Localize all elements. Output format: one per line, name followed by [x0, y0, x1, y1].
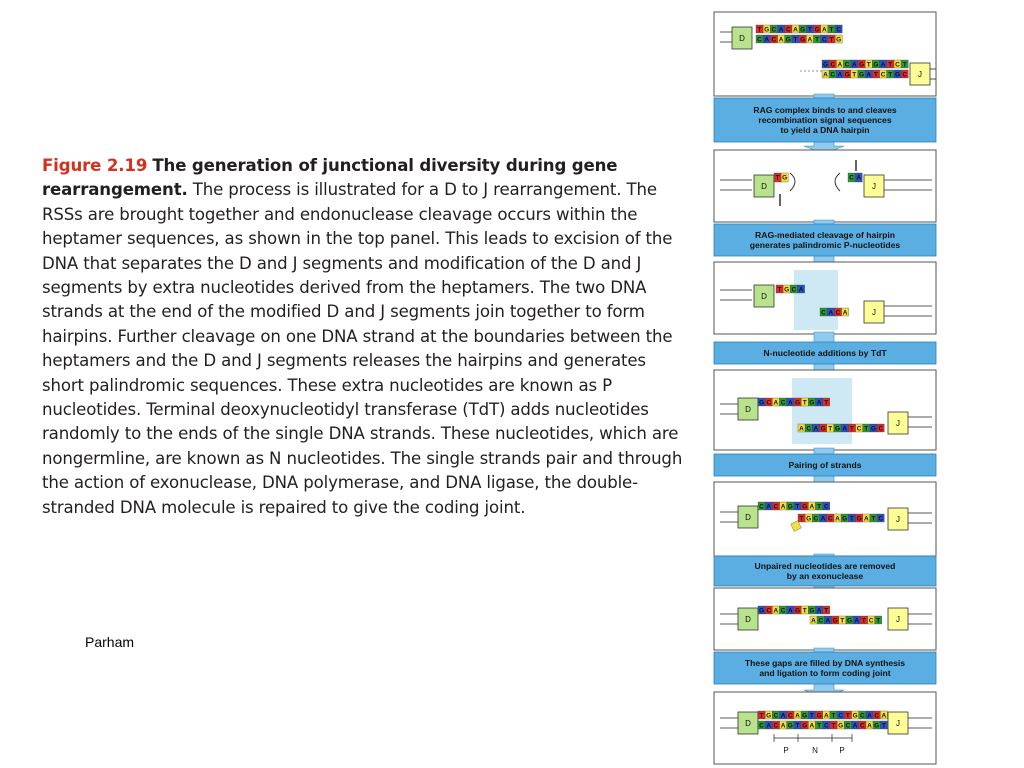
n-d-letter: G [794, 399, 801, 407]
joint-lower-letter: C [823, 722, 829, 730]
trim-d-letter: G [758, 607, 765, 615]
panel0-top-upper-letter: G [800, 26, 806, 34]
pair-j-letter: A [863, 515, 869, 523]
joint-upper-letter: C [859, 712, 865, 720]
n-j-letter: C [806, 425, 812, 433]
junction-highlight [792, 378, 852, 444]
n-d-letter: A [787, 399, 793, 407]
step-text-0: to yield a DNA hairpin [780, 125, 870, 135]
pair-j-letter: T [849, 515, 854, 523]
pair-d-letter: A [780, 503, 786, 511]
pair-d-letter: G [802, 503, 808, 511]
diagram-canvas [712, 8, 942, 766]
panel0-top-upper-letter: C [836, 26, 842, 34]
j-segment-label: J [918, 70, 922, 79]
n-j-letter: G [870, 425, 877, 433]
trim-d-letter: T [824, 607, 829, 615]
joint-upper-letter: C [838, 712, 844, 720]
joint-upper-letter: G [852, 712, 858, 720]
caption-body: The process is illustrated for a D to J rearrangement. The RSSs are brought together and endonuclease cleavage occurs within the heptamer sequences, as shown in the top panel. This leads to excision of the DNA that separates the D and J segments and modification of the D and J segments by extra nucleotides derived from the heptamers. The two DNA strands at the end of the modified D and J segments join together to form hairpins. Further cleavage on one DNA strand at the boundaries between the heptamers and the D and J segments releases the hairpins and generates short palindromic sequences. These extra nucleotides are known as P nucleotides. Terminal deoxynucleotidyl transferase (TdT) adds nucleotides randomly to the ends of the single DNA strands. These nucleotides, which are nongermline, are known as N nucleotides. The single strands pair and through the action of exonuclease, DNA polymerase, and DNA ligase, the double-stranded DNA molecule is repaired to give the coding joint. [42, 180, 683, 517]
joint-lower-letter: A [780, 722, 786, 730]
p-j-letter: A [842, 309, 848, 317]
caption-paragraph [26, 148, 694, 520]
joint-lower-letter: G [838, 722, 844, 730]
joint-upper-letter: A [881, 712, 887, 720]
pair-j-letter: G [856, 515, 862, 523]
joint-lower-letter: C [845, 722, 851, 730]
pair-j-letter: C [813, 515, 819, 523]
joint-upper-letter: T [831, 712, 836, 720]
panel0-top-lower-letter: T [815, 36, 820, 44]
j-segment-label: J [896, 615, 900, 624]
step-text-0: recombination signal sequences [758, 115, 892, 125]
n-j-letter: C [878, 425, 884, 433]
panel0-bottom-upper-letter: G [873, 61, 879, 69]
joint-lower-letter: T [817, 722, 822, 730]
panel0-bottom-upper-letter: C [895, 61, 900, 69]
pair-d-letter: C [759, 503, 764, 511]
panel0-bottom-upper-letter: T [902, 61, 907, 69]
panel0-top-upper-letter: T [829, 26, 834, 34]
panel0-top-lower-letter: G [836, 36, 842, 44]
n-j-letter: T [864, 425, 869, 433]
panel0-top-lower-letter: C [821, 36, 827, 44]
panel0-top-upper-letter: T [757, 26, 762, 34]
j-segment-label: J [872, 182, 876, 191]
joint-lower-letter: T [795, 722, 800, 730]
joint-upper-letter: T [759, 712, 764, 720]
joint-upper-letter: C [874, 712, 880, 720]
joint-upper-letter: G [802, 712, 808, 720]
d-segment-label: D [739, 34, 745, 43]
panel0-bottom-lower-letter: G [894, 71, 901, 79]
joint-upper-letter: A [780, 712, 786, 720]
n-j-letter: A [813, 425, 819, 433]
joint-lower-letter: G [802, 722, 808, 730]
pair-d-letter: A [809, 503, 815, 511]
junction-highlight [791, 270, 838, 330]
trim-j-letter: A [854, 617, 860, 625]
p-j-letter: C [821, 309, 826, 317]
pair-j-letter: G [806, 515, 812, 523]
trim-j-letter: C [868, 617, 874, 625]
panel0-top-lower-letter: A [764, 36, 770, 44]
pair-j-letter: C [827, 515, 833, 523]
pair-j-letter: A [820, 515, 826, 523]
trim-j-letter: C [818, 617, 824, 625]
joint-lower-letter: C [759, 722, 764, 730]
joint-upper-letter: A [795, 712, 800, 720]
d-segment-label: D [761, 182, 767, 191]
hairpin-j-letter: C [849, 174, 854, 182]
pair-d-letter: G [787, 503, 793, 511]
n-d-letter: G [809, 399, 815, 407]
pair-j-letter: T [871, 515, 876, 523]
j-segment-label: J [896, 719, 900, 728]
panel0-top-upper-letter: A [778, 26, 784, 34]
panel0-bottom-lower-letter: C [902, 71, 908, 79]
panel0-bottom-upper-letter: G [822, 61, 829, 69]
n-j-letter: T [849, 425, 854, 433]
trim-d-letter: C [780, 607, 786, 615]
j-segment-label: J [872, 308, 876, 317]
trim-j-letter: A [825, 617, 831, 625]
panel0-bottom-lower-letter: C [830, 71, 836, 79]
step-text-4: by an exonuclease [786, 571, 864, 581]
joint-upper-letter: G [816, 712, 822, 720]
panel-0 [714, 12, 936, 96]
step-text-1: RAG-mediated cleavage of hairpin [755, 230, 895, 240]
joint-lower-letter: A [852, 722, 858, 730]
trim-d-letter: G [794, 607, 801, 615]
joint-lower-letter: C [773, 722, 779, 730]
p-d-letter: T [777, 286, 782, 294]
joint-upper-letter: C [787, 712, 793, 720]
step-text-5: These gaps are filled by DNA synthesis [744, 658, 906, 668]
trim-j-letter: A [811, 617, 816, 625]
pair-d-letter: C [823, 503, 829, 511]
pair-j-letter: T [799, 515, 804, 523]
panel0-bottom-lower-letter: G [844, 71, 850, 79]
n-j-letter: A [842, 425, 848, 433]
panel0-bottom-upper-letter: T [888, 61, 893, 69]
trim-j-letter: T [861, 617, 866, 625]
joint-lower-letter: G [787, 722, 793, 730]
j-segment-label: J [896, 419, 900, 428]
p-d-letter: C [791, 286, 797, 294]
pair-j-letter: G [842, 515, 848, 523]
panel0-bottom-lower-letter: A [837, 71, 843, 79]
p-d-letter: G [784, 286, 790, 294]
joint-lower-letter: G [874, 722, 880, 730]
trim-j-letter: G [832, 617, 838, 625]
joint-lower-letter: A [766, 722, 772, 730]
step-text-2: N-nucleotide additions by TdT [763, 348, 887, 358]
joint-lower-letter: C [859, 722, 865, 730]
n-d-letter: T [802, 399, 807, 407]
step-text-4: Unpaired nucleotides are removed [754, 561, 896, 571]
junction-label-p: P [839, 746, 845, 755]
trim-j-letter: T [840, 617, 845, 625]
panel0-top-lower-letter: C [771, 36, 777, 44]
joint-lower-letter: T [831, 722, 836, 730]
n-j-letter: G [834, 425, 841, 433]
trim-d-letter: C [766, 607, 772, 615]
trim-j-letter: G [846, 617, 853, 625]
panel0-top-upper-letter: C [771, 26, 777, 34]
joint-upper-letter: T [809, 712, 814, 720]
junction-label-p: P [783, 746, 789, 755]
panel0-top-lower-letter: C [757, 36, 762, 44]
trim-d-letter: A [787, 607, 793, 615]
d-segment-label: D [745, 513, 751, 522]
trim-d-letter: G [809, 607, 815, 615]
panel-1 [714, 150, 936, 222]
step-text-3: Pairing of strands [788, 460, 862, 470]
hairpin-d-letter: T [775, 174, 780, 182]
panel0-top-lower-letter: T [829, 36, 834, 44]
panel0-top-upper-letter: A [793, 26, 798, 34]
n-d-letter: A [773, 399, 779, 407]
pair-d-letter: C [773, 503, 779, 511]
step-text-5: and ligation to form coding joint [759, 668, 891, 678]
panel0-bottom-upper-letter: T [866, 61, 871, 69]
panel0-bottom-lower-letter: G [858, 71, 865, 79]
n-j-letter: G [820, 425, 826, 433]
author-credit: Parham [85, 634, 135, 650]
n-j-letter: T [828, 425, 833, 433]
step-text-1: generates palindromic P-nucleotides [749, 240, 901, 250]
joint-upper-letter: G [766, 712, 772, 720]
pair-j-letter: C [878, 515, 884, 523]
j-segment-label: J [896, 515, 900, 524]
n-d-letter: G [758, 399, 765, 407]
panel0-bottom-upper-letter: A [851, 61, 857, 69]
panel0-bottom-lower-letter: T [852, 71, 857, 79]
panel0-bottom-lower-letter: C [880, 71, 886, 79]
panel0-top-lower-letter: G [800, 36, 806, 44]
panel0-top-upper-letter: A [821, 26, 827, 34]
panel0-top-upper-letter: G [814, 26, 820, 34]
trim-d-letter: A [773, 607, 779, 615]
panel0-bottom-upper-letter: A [880, 61, 886, 69]
d-segment-label: D [745, 405, 751, 414]
pair-d-letter: A [766, 503, 772, 511]
junction-label-n: N [812, 746, 818, 755]
panel0-bottom-lower-letter: A [823, 71, 828, 79]
joint-upper-letter: A [823, 712, 829, 720]
trim-d-letter: A [816, 607, 822, 615]
junctional-diversity-diagram [712, 8, 942, 766]
joint-upper-letter: T [845, 712, 850, 720]
d-segment-label: D [761, 292, 767, 301]
panel0-bottom-upper-letter: C [844, 61, 850, 69]
n-d-letter: C [766, 399, 772, 407]
hairpin-d-letter: G [782, 174, 788, 182]
panel0-bottom-lower-letter: A [866, 71, 872, 79]
p-d-letter: A [798, 286, 804, 294]
panel0-top-lower-letter: T [793, 36, 798, 44]
figure-caption [26, 148, 694, 580]
d-segment-label: D [745, 615, 751, 624]
panel0-bottom-upper-letter: G [858, 61, 865, 69]
n-d-letter: C [780, 399, 786, 407]
n-d-letter: A [816, 399, 822, 407]
p-j-letter: C [835, 309, 841, 317]
p-j-letter: A [828, 309, 834, 317]
figure-title: The generation of junctional diversity during gene rearrangement. [42, 156, 618, 200]
joint-upper-letter: A [867, 712, 872, 720]
trim-j-letter: T [876, 617, 881, 625]
figure-number: Figure 2.19 [42, 156, 148, 175]
panel0-top-lower-letter: A [778, 36, 784, 44]
panel0-top-lower-letter: A [807, 36, 813, 44]
joint-lower-letter: A [867, 722, 872, 730]
pair-d-letter: T [795, 503, 800, 511]
n-d-letter: T [824, 399, 829, 407]
d-segment-label: D [745, 719, 751, 728]
hairpin-j-letter: A [856, 174, 862, 182]
n-j-letter: A [799, 425, 804, 433]
joint-lower-letter: A [809, 722, 815, 730]
n-j-letter: C [856, 425, 862, 433]
panel0-top-lower-letter: G [785, 36, 791, 44]
step-text-0: RAG complex binds to and cleaves [753, 105, 897, 115]
panel0-top-upper-letter: T [807, 26, 812, 34]
panel0-bottom-lower-letter: T [873, 71, 878, 79]
trim-d-letter: T [802, 607, 807, 615]
panel0-bottom-upper-letter: C [830, 61, 836, 69]
panel0-top-upper-letter: G [764, 26, 770, 34]
joint-upper-letter: C [773, 712, 779, 720]
panel0-top-upper-letter: C [785, 26, 791, 34]
joint-lower-letter: T [881, 722, 886, 730]
pair-d-letter: T [817, 503, 822, 511]
panel0-bottom-lower-letter: T [888, 71, 893, 79]
panel0-bottom-upper-letter: A [837, 61, 843, 69]
pair-j-letter: A [835, 515, 840, 523]
